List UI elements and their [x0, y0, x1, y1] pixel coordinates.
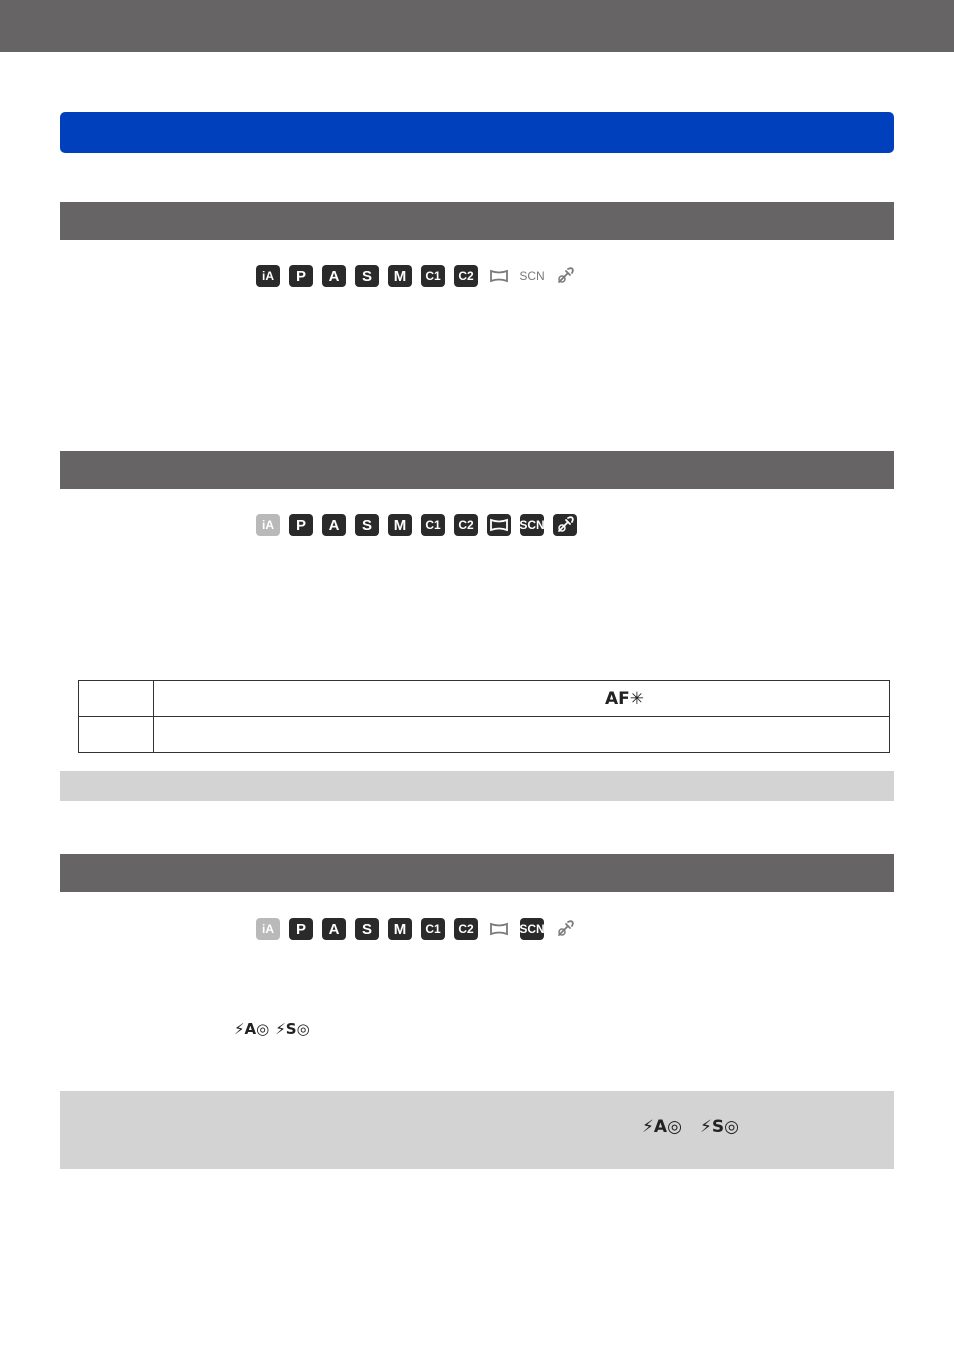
note-box-2: [60, 1091, 894, 1169]
mode-p-icon: P: [289, 514, 313, 536]
mode-scn-icon: SCN: [520, 514, 544, 536]
mode-icons-row-3: [256, 917, 577, 941]
mode-m-icon: M: [388, 918, 412, 940]
settings-table: [78, 680, 890, 753]
table-row: [79, 681, 890, 717]
creative-control-icon: [553, 265, 577, 287]
panorama-icon: [487, 514, 511, 536]
mode-m-icon: M: [388, 514, 412, 536]
section-header-1: [60, 202, 894, 240]
flash-mode-icons: [234, 1020, 310, 1038]
mode-ia-icon: iA: [256, 918, 280, 940]
panorama-icon: [487, 265, 511, 287]
flash-slow-sync-red-eye-icon: ⚡S◎: [700, 1117, 740, 1137]
mode-c2-icon: C2: [454, 514, 478, 536]
mode-scn-icon: SCN: [519, 269, 545, 283]
panorama-icon: [487, 918, 511, 940]
creative-control-icon: [553, 514, 577, 536]
header-bar: [0, 0, 954, 52]
flash-auto-red-eye-icon: ⚡A◎: [642, 1117, 682, 1137]
mode-c1-icon: C1: [421, 265, 445, 287]
table-cell: [154, 681, 890, 717]
flash-slow-sync-red-eye-icon: ⚡S◎: [275, 1020, 310, 1038]
mode-c1-icon: C1: [421, 918, 445, 940]
mode-c2-icon: C2: [454, 265, 478, 287]
mode-c1-icon: C1: [421, 514, 445, 536]
table-row: [79, 717, 890, 753]
mode-a-icon: A: [322, 514, 346, 536]
af-assist-lamp-icon: AF✳: [605, 689, 645, 709]
mode-p-icon: P: [289, 918, 313, 940]
note-box-1: [60, 771, 894, 801]
section-header-2: [60, 451, 894, 489]
mode-s-icon: S: [355, 514, 379, 536]
mode-a-icon: A: [322, 918, 346, 940]
mode-icons-row-1: [256, 264, 577, 288]
mode-m-icon: M: [388, 265, 412, 287]
mode-ia-icon: iA: [256, 265, 280, 287]
mode-scn-icon: SCN: [520, 918, 544, 940]
table-cell: [154, 717, 890, 753]
mode-p-icon: P: [289, 265, 313, 287]
mode-c2-icon: C2: [454, 918, 478, 940]
table-cell: [79, 717, 154, 753]
mode-icons-row-2: [256, 513, 577, 537]
section-header-3: [60, 854, 894, 892]
mode-a-icon: A: [322, 265, 346, 287]
flash-auto-red-eye-icon: ⚡A◎: [234, 1020, 270, 1038]
table-cell: [79, 681, 154, 717]
page-title-banner: [60, 112, 894, 153]
mode-s-icon: S: [355, 918, 379, 940]
mode-s-icon: S: [355, 265, 379, 287]
mode-ia-icon: iA: [256, 514, 280, 536]
creative-control-icon: [553, 918, 577, 940]
